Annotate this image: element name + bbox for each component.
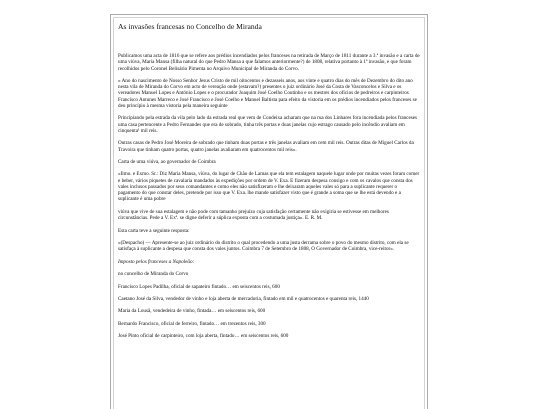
- acta-paragraph-3: Outras casas de Pedro José Moreira de sobrado que tinham duas portas e três janelas avaliam em cem mil reis. Outras ditas de Miguel Carlos da Travoira que tinham quatro portas, quatro janelas avaliaram em quatrocentos mil reis».: [118, 140, 414, 153]
- reply-paragraph: «(Despacho) — Apresente-se ao juiz ordinário do distrito o qual procedendo a uma justa derrama sobre o povo do mesmo distrito, com ela se satisfaça à suplicante a despesa que consta dos vales juntos. Coimbra 7 de Setembro de 1808, O Governador de Coimbra, vice-reitor».: [118, 240, 409, 253]
- tax-subheading: no concelho de Miranda do Corvo: [118, 271, 189, 278]
- page-title: As invasões francesas no Concelho de Miranda: [118, 22, 262, 31]
- letter-heading: Carta de uma viúva, ao governador de Coimbra: [118, 159, 216, 165]
- tax-heading: Imposto pelos franceses a Napoleão:: [118, 258, 195, 265]
- tax-entry: Bernardo Francisco, oficial de ferreiro, fintado… em trezentos reis, 300: [118, 320, 266, 327]
- acta-paragraph-2: Principiando pela estrada da vila pelo lado da estrada real que vem de Condeixa acharam que na rua dos Linhares fora incendiada pelos franceses uma casa pertencente a Pedro Fernandes que era de sobrado, tinha três portas e duas janelas cujo estrago causado pelo incêndio avaliam em cinquenta¹ mil reis.: [118, 115, 418, 134]
- tax-entry: Francisco Lopes Padilha, oficial de sapateiro fintado… em seiscentos reis, 600: [118, 283, 280, 290]
- reply-intro: Esta carta teve a seguinte resposta:: [118, 227, 190, 234]
- letter-paragraph-2: viúva que vive de sua estalagem e não pode com tamanho prejuízo cuja satisfação certamente não exigiria se estivesse em melhores circunstâncias. Pede a V. Exª. se digne deferir a súplica exposta com a costumada justiça». E. R. M.: [118, 208, 389, 222]
- intro-paragraph: Publicamos uma acta de 1816 que se refere aos prédios incendiados pelos franceses na retirada de Março de 1811 durante a 3.ª invasão e a carta de uma viúva, Maria Mansa (filha natural do que Pedro Mansa a que falamos anteriormente?) de 1808, relativa portanto à 1ª invasão, e que foram recolhidos pelo Coronel Belisário Pimenta no Arquivo Municipal de Miranda do Corvo.: [118, 53, 420, 72]
- tax-entry: José Pinto oficial de carpinteiro, com loja aberta, fintado… em seiscentos reis, 600: [118, 333, 289, 340]
- tax-entry: Caetano José da Silva, vendedor de vinho e loja aberta de mercadoria, fintado em mil e quatrocentos e quarenta reis, 1440: [118, 296, 369, 302]
- acta-paragraph: « Ano do nascimento de Nosso Senhor Jesus Cristo de mil oitocentos e dezasseis anos, aos vinte e quatro dias do mês de Dezembro do dito ano nesta vila de Miranda do Corvo em acto de vereação onde (estavam?) presentes o juiz ordinário José da Costa de Vasconcelos e Silva e os vereadores Manuel Lopes e António Lopes e o procurador Joaquim José Coelho Coutinho e os mestres dos ofícios de pedreiros e carpinteiros Francisco Antunes Marreco e José Francisco e José Coelho e Manuel Baltista para efeito da vistoria em os prédios incendiados pelos franceses se deu princípio à mesma vistoria pela maneira seguinte: [118, 77, 417, 109]
- tax-entry: Maria da Lousã, vendedeira de vinho, fintada… em seiscentos reis, 600: [118, 308, 266, 315]
- document-frame: [110, 14, 428, 409]
- letter-paragraph: «Ilmo. e Exmo. Sr.: Diz Maria Mansa, viúva, do lugar de Chão de Lamas que ela tem estalagem naquele lugar onde por muitas vezes foram comer e beber, vários piquetes de cavalaria mandados às expedições por ordem de V. Exa. E fizeram despesa consigo e com os cavalos que consta dos vales inclusos passados por seus comandantes e como eles não satisfizeram e lhe deixaram aqueles vales só para a suplicante requerer o pagamento do que constar deles, pretende por isso que V. Exa. lhe mande satisfazer visto que é grande a soma que se lhe está devendo e a suplicante é uma pobre: [118, 171, 420, 203]
- document-content: [113, 17, 425, 409]
